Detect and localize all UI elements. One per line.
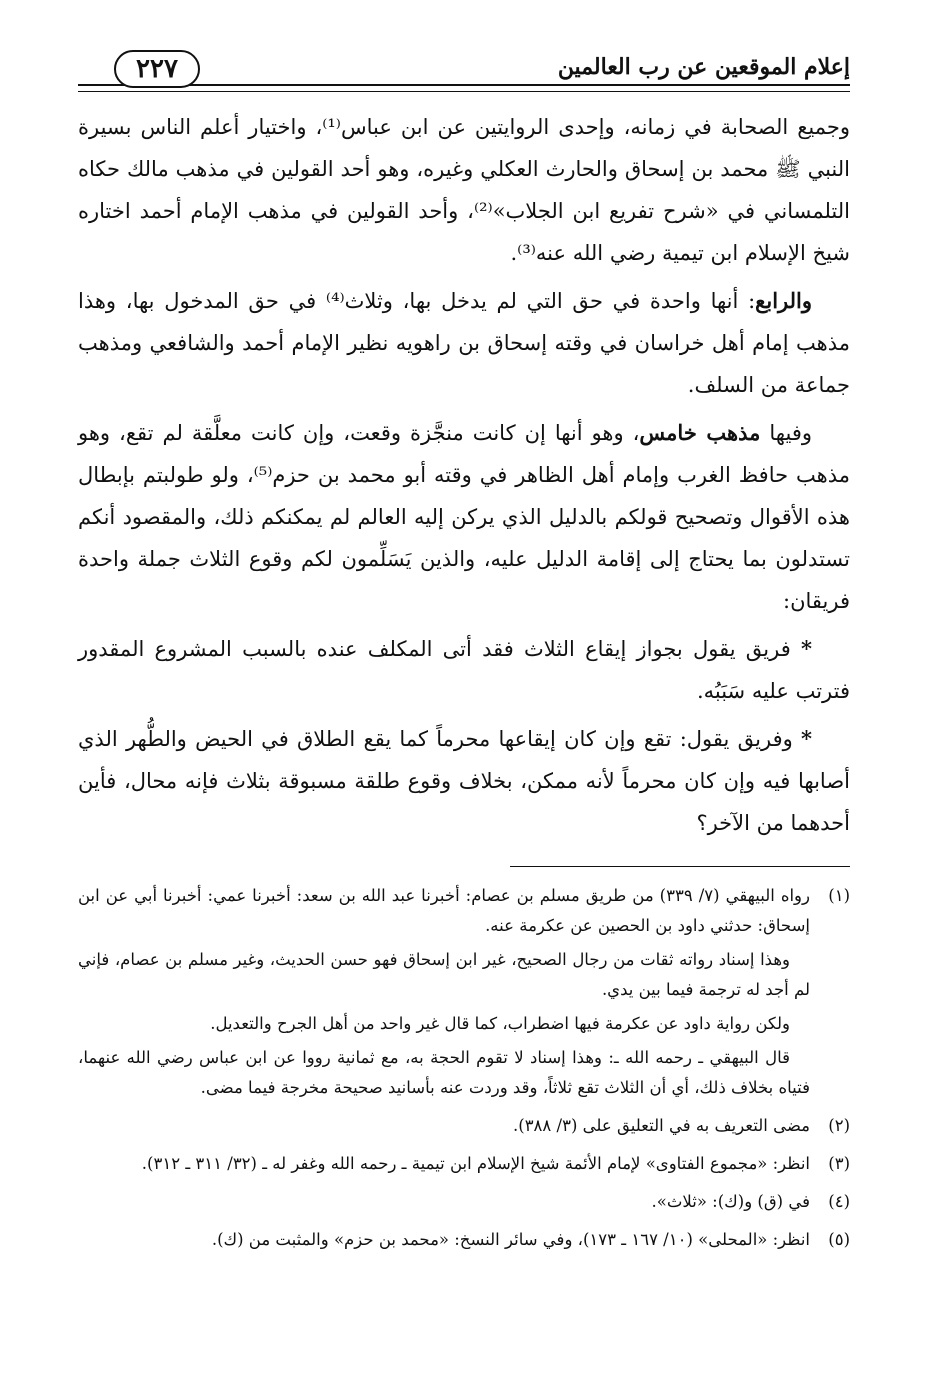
paragraph-lead-prefix: وفيها — [760, 421, 812, 445]
paragraph-text: وفريق يقول: تقع وإن كان إيقاعها محرماً كما يقع الطلاق في الحيض والطُّهر الذي أصابها فيه وإن كان محرماً لأنه ممكن، بخلاف وقوع طلقة مسبوقة بثلاث فإنه محال، فأين أحدهما من الآخر؟ — [78, 727, 850, 835]
paragraph-4 — [78, 628, 850, 712]
footnote-line: مضى التعريف به في التعليق على (٣/ ٣٨٨). — [513, 1116, 810, 1135]
paragraph-text: وجميع الصحابة في زمانه، وإحدى الروايتين عن ابن عباس⁽¹⁾، واختيار أعلم الناس بسيرة النبي ﷺ محمد بن إسحاق والحارث العكلي وغيره، وهو أحد القولين في مذهب مالك حكاه التلمساني في «شرح تفريع ابن الجلاب»⁽²⁾، وأحد القولين في مذهب الإمام أحمد اختاره شيخ الإسلام ابن تيمية رضي الله عنه⁽³⁾. — [78, 115, 851, 265]
footnote-body — [78, 881, 810, 1107]
footnote-line: رواه البيهقي (٧/ ٣٣٩) من طريق مسلم بن عصام: أخبرنا عبد الله بن سعد: أخبرنا عمي: أخبرنا أبي عن ابن إسحاق: حدثني داود بن الحصين عن عكرمة عنه. — [78, 886, 810, 935]
footnote-1 — [78, 881, 850, 1107]
footnote-line: قال البيهقي ـ رحمه الله ـ: وهذا إسناد لا تقوم الحجة به، مع ثمانية رووا عن ابن عباس رضي الله عنهما، فتياه بخلاف ذلك، أي أن الثلاث تقع ثلاثاً، وقد وردت عنه بأسانيد صحيحة مخرجة فيما مضى. — [78, 1048, 810, 1097]
footnote-3 — [78, 1149, 850, 1183]
footnote-line: ولكن رواية داود عن عكرمة فيها اضطراب، كما قال غير واحد من أهل الجرح والتعديل. — [210, 1014, 790, 1033]
footnote-number: (٤) — [828, 1192, 850, 1211]
footnote-body — [78, 1187, 810, 1221]
footnote-body — [78, 1149, 810, 1183]
paragraph-1 — [78, 106, 850, 274]
book-page — [78, 42, 850, 1342]
footnote-4 — [78, 1187, 850, 1221]
paragraph-lead: والرابع — [755, 288, 812, 313]
paragraph-text: : أنها واحدة في حق التي لم يدخل بها، وثلاث⁽⁴⁾ في حق المدخول بها، وهذا مذهب إمام أهل خراسان في وقته إسحاق بن راهويه نظير الإمام أحمد والشافعي ومذهب جماعة من السلف. — [78, 289, 850, 397]
paragraph-text: فريق يقول بجواز إيقاع الثلاث فقد أتى المكلف عنده بالسبب المشروع المقدور فترتب عليه سَبَبُه. — [78, 637, 850, 703]
footnotes — [78, 881, 850, 1259]
header-rule — [78, 84, 850, 92]
footnote-body — [78, 1111, 810, 1145]
paragraph-5 — [78, 718, 850, 844]
footnote-2 — [78, 1111, 850, 1145]
paragraph-2 — [78, 280, 850, 406]
footnote-separator — [510, 866, 850, 867]
footnote-body — [78, 1225, 810, 1259]
paragraph-3 — [78, 412, 850, 622]
footnote-number: (٣) — [828, 1154, 850, 1173]
paragraph-lead: مذهب خامس — [639, 420, 761, 445]
bullet-asterisk: * — [801, 636, 812, 661]
paragraph-text: ، وهو أنها إن كانت منجَّزة وقعت، وإن كانت معلَّقة لم تقع، وهو مذهب حافظ الغرب وإمام أهل الظاهر في وقته أبو محمد بن حزم⁽⁵⁾، ولو طولبتم بإبطال هذه الأقوال وتصحيح قولكم بالدليل الذي يركن إليه العالم لم يمكنكم ذلك، والمقصود أنكم تستدلون بما يحتاج إلى إقامة الدليل عليه، والذين يَسَلِّمون لكم وقوع الثلاث جملة واحدة فريقان: — [78, 421, 851, 613]
page-number: ٢٢٧ — [114, 50, 200, 88]
footnote-number: (١) — [828, 886, 850, 905]
footnote-line: انظر: «مجموع الفتاوى» لإمام الأئمة شيخ الإسلام ابن تيمية ـ رحمه الله وغفر له ـ (٣٢/ ٣١١ ـ ٣١٢). — [141, 1154, 810, 1173]
footnote-line: في (ق) و(ك): «ثلاث». — [651, 1192, 810, 1211]
footnote-line: وهذا إسناد رواته ثقات من رجال الصحيح، غير ابن إسحاق فهو حسن الحديث، وغير مسلم بن عصام، فإني لم أجد له ترجمة فيما بين يدي. — [78, 950, 810, 999]
footnote-number: (٥) — [828, 1230, 850, 1249]
footnote-number: (٢) — [828, 1116, 850, 1135]
page-header — [78, 42, 850, 90]
bullet-asterisk: * — [801, 726, 812, 751]
running-title: إعلام الموقعين عن رب العالمين — [557, 54, 850, 80]
main-text — [78, 106, 850, 844]
footnote-5 — [78, 1225, 850, 1259]
footnote-line: انظر: «المحلى» (١٠/ ١٦٧ ـ ١٧٣)، وفي سائر النسخ: «محمد بن حزم» والمثبت من (ك). — [211, 1230, 810, 1249]
